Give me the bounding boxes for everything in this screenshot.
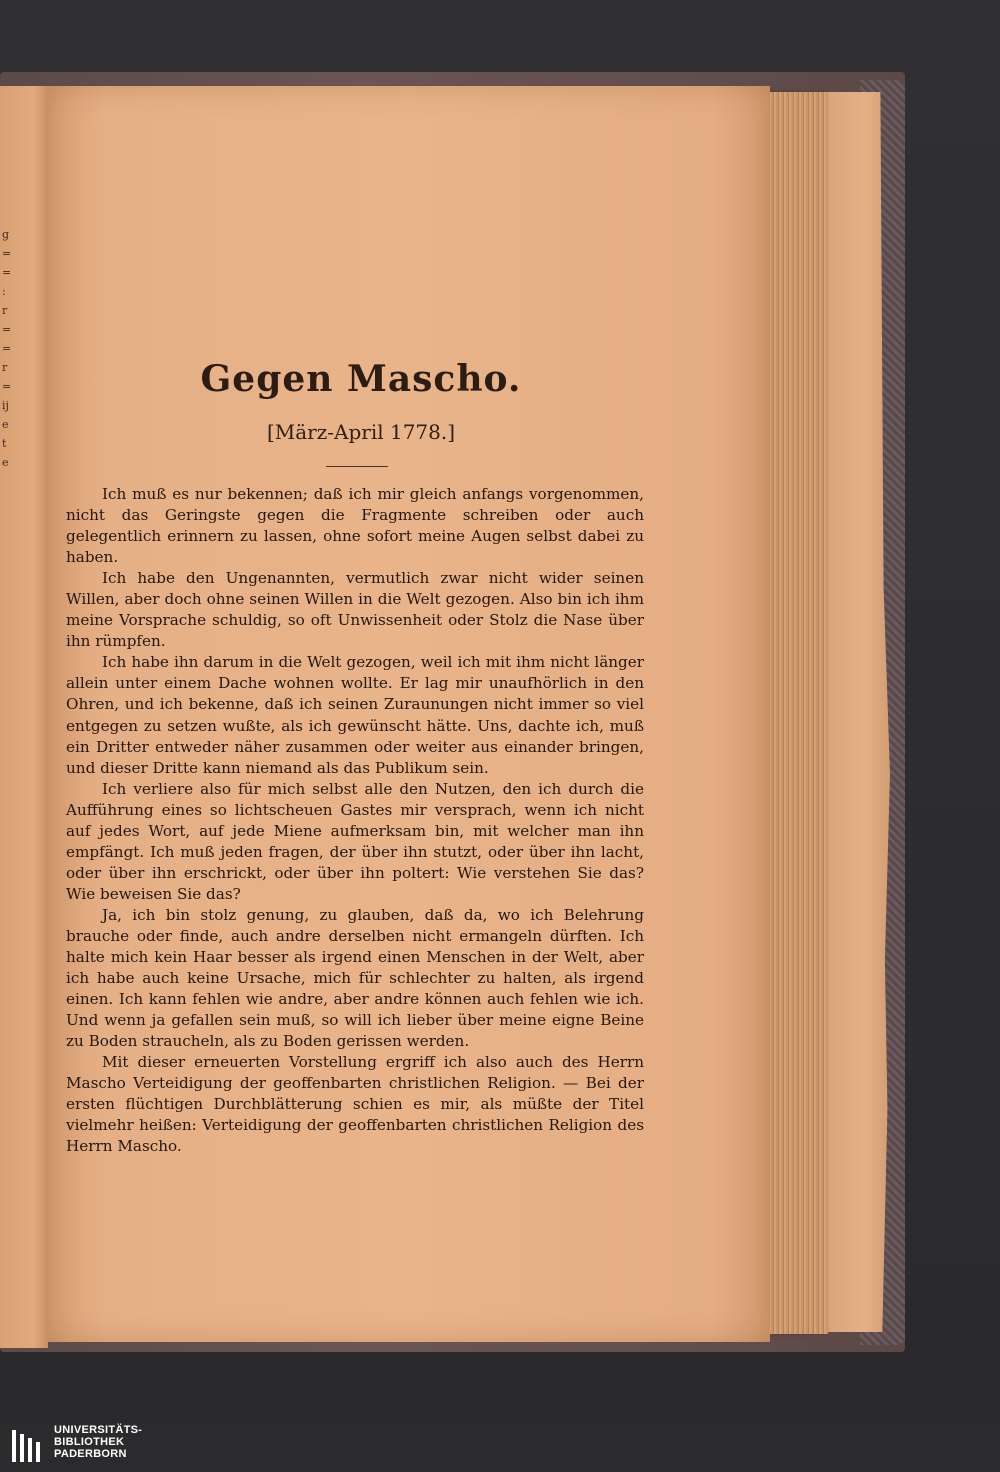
- left-page-mark: e: [2, 418, 9, 431]
- paragraph: Mit dieser erneuerten Vorstellung ergriff ich also auch des Herrn Mascho Verteidigung der geoffenbarten christlichen Religion. — Bei der ersten flüchtigen Durchblätterung schien es mir, als müßte der Titel vielmehr heißen: Verteidigung der geoffenbarten christlichen Religion des Herrn Mascho.: [66, 1053, 644, 1156]
- left-page-mark: =: [2, 266, 12, 279]
- paragraph: Ich habe ihn darum in die Welt gezogen, weil ich mit ihm nicht länger allein unter einem Dache wohnen wollte. Er lag mir unaufhörlich in den Ohren, und ich bekenne, daß ich seinen Zuraunungen nicht immer so viel entgegen zu setzen wußte, als ich gewünscht hätte. Uns, dachte ich, muß ein Dritter entweder näher zusammen oder weiter aus einander bringen, und dieser Dritte kann niemand als das Publikum sein.: [66, 653, 644, 777]
- page-title: Gegen Mascho.: [200, 358, 522, 400]
- left-page-mark: r: [2, 304, 8, 317]
- left-page-marks: [2, 225, 16, 472]
- paragraph: Ich verliere also für mich selbst alle den Nutzen, den ich durch die Aufführung eines so lichtscheuen Gastes mir versprach, wenn ich nicht auf jedes Wort, auf jede Miene aufmerksam bin, mit welcher man ihn empfängt. Ich muß jeden fragen, der über ihn stutzt, oder über ihn lacht, oder über ihn erschrickt, oder über ihn poltert: Wie verstehen Sie das? Wie beweisen Sie das?: [66, 779, 644, 903]
- page-subtitle: [März-April 1778.]: [266, 420, 456, 444]
- logo-line: UNIVERSITÄTS-: [54, 1424, 143, 1436]
- paragraph: Ja, ich bin stolz genung, zu glauben, daß da, wo ich Belehrung brauche oder finde, auch andre derselben nicht ermangeln dürften. Ich halte mich kein Haar besser als irgend einen Menschen in der Welt, aber ich habe auch keine Ursache, mich für schlechter zu halten, als irgend einen. Ich kann fehlen wie andre, aber andre können auch fehlen wie ich. Und wenn ja gefallen sein muß, so will ich lieber über meine eigne Beine zu Boden straucheln, als zu Boden gerissen werden.: [66, 905, 644, 1051]
- left-page-mark: e: [2, 456, 9, 469]
- page-edges: [766, 92, 828, 1334]
- left-page-mark: =: [2, 380, 12, 393]
- library-logo-icon: [10, 1426, 46, 1466]
- footer-bar: [0, 1422, 1000, 1472]
- library-logo-text[interactable]: [54, 1424, 142, 1460]
- left-page-mark: g: [2, 228, 10, 241]
- paragraph: Ich habe den Ungenannten, vermutlich zwar nicht wider seinen Willen, aber doch ohne seinen Willen in die Welt gezogen. Also bin ich ihm meine Vorsprache schuldig, so oft Unwissenheit oder Stolz die Nase über ihn rümpfen.: [66, 569, 644, 651]
- logo-line: PADERBORN: [54, 1448, 127, 1460]
- left-page-mark: r: [2, 361, 8, 374]
- logo-line: BIBLIOTHEK: [54, 1436, 125, 1448]
- body-text: [66, 484, 644, 1158]
- left-page-mark: t: [2, 437, 7, 450]
- title-rule: [326, 466, 388, 467]
- left-page-mark: =: [2, 342, 12, 355]
- left-page-mark: =: [2, 247, 12, 260]
- paragraph: Ich muß es nur bekennen; daß ich mir gleich anfangs vorgenommen, nicht das Geringste gegen die Fragmente schreiben oder auch gelegentlich erinnern zu lassen, ohne sofort meine Augen selbst dabei zu haben.: [66, 485, 644, 567]
- back-leaf: [826, 92, 890, 1332]
- left-page-mark: :: [2, 285, 6, 298]
- left-page-mark: =: [2, 323, 12, 336]
- left-page-mark: ij: [2, 399, 9, 412]
